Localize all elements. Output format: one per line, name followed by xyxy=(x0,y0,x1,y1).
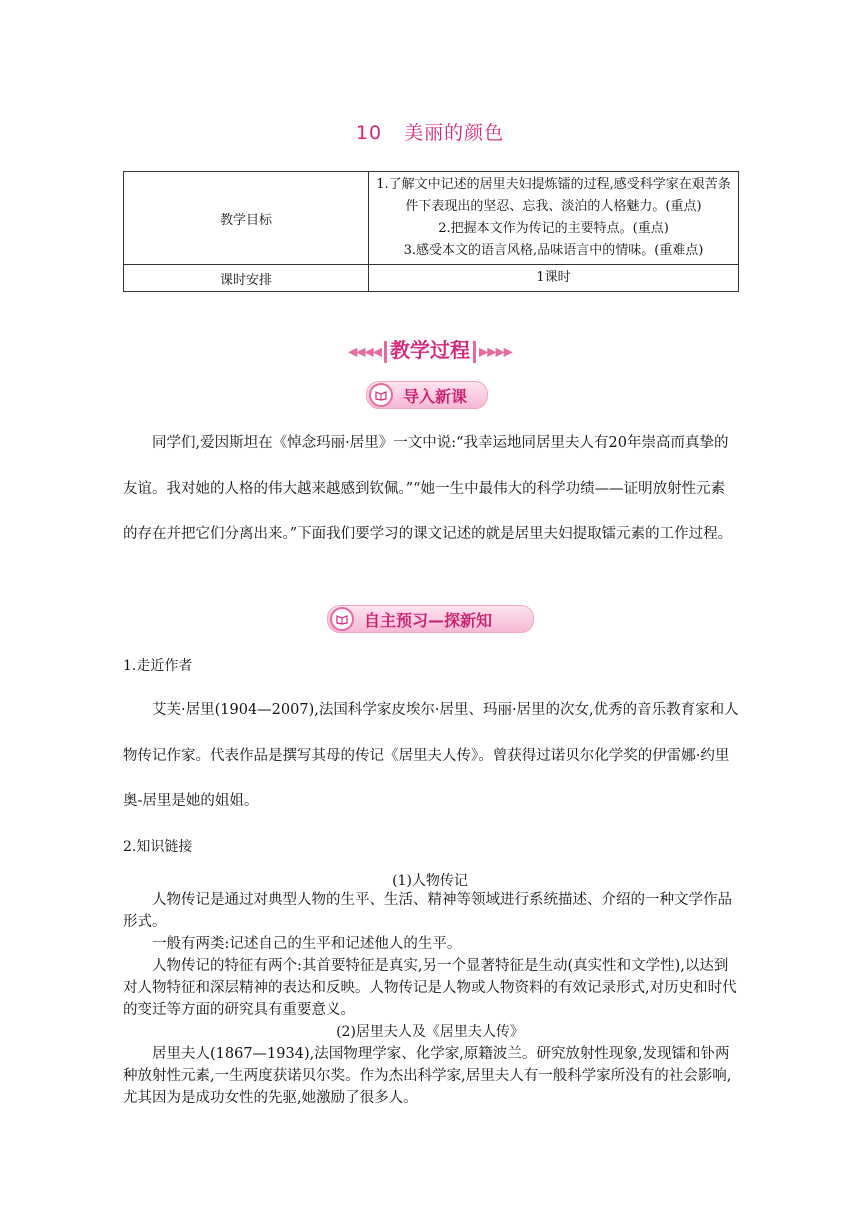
table-row xyxy=(124,265,739,292)
banner-text: 教学过程 xyxy=(390,338,470,362)
author-paragraph: 艾芙·居里(1904—2007),法国科学家皮埃尔·居里、玛丽·居里的次女,优秀的音乐教育家和人物传记作家。代表作品是撰写其母的传记《居里夫人传》。曾获得过诺贝尔化学奖的伊雷娜·约里奥-居里是她的姐姐。 xyxy=(123,702,739,809)
knowledge-heading: 2.知识链接 xyxy=(123,839,193,855)
intro-paragraph: 同学们,爱因斯坦在《悼念玛丽·居里》一文中说:“我幸运地同居里夫人有20年崇高而真挚的友谊。我对她的人格的伟大越来越感到钦佩。”“她一生中最伟大的科学功绩——证明放射性元素的存在并把它们分离出来。”下面我们要学习的课文记述的就是居里夫妇提取镭元素的工作过程。 xyxy=(123,435,733,542)
biography-types: 一般有两类:记述自己的生平和记述他人的生平。 xyxy=(152,936,462,952)
biography-features: 人物传记的特征有两个:其首要特征是真实,另一个显著特征是生动(真实性和文学性),以达到对人物特征和深层精神的表达和反映。人物传记是人物或人物资料的有效记录形式,对历史和时代的变迁等方面的研究具有重要意义。 xyxy=(123,958,737,1018)
goal-item: 1.了解文中记述的居里夫妇提炼镭的过程,感受科学家在艰苦条件下表现出的坚忍、忘我、淡泊的人格魅力。(重点) xyxy=(376,177,731,214)
right-arrows-icon: ▶▶▶▶ xyxy=(479,344,512,359)
lesson-title xyxy=(0,118,860,145)
schedule-label: 课时安排 xyxy=(124,265,369,292)
preview-label-text: 自主预习—探新知 xyxy=(364,610,493,630)
schedule-value: 1课时 xyxy=(369,265,739,292)
goals-content xyxy=(369,172,739,265)
lesson-name: 美丽的颜色 xyxy=(404,122,505,144)
preview-section-label xyxy=(327,605,534,633)
goal-item: 2.把握本文作为传记的主要特点。(重点) xyxy=(438,221,669,236)
table-row xyxy=(124,172,739,265)
biography-definition: 人物传记是通过对典型人物的生平、生活、精神等领域进行系统描述、介绍的一种文学作品形式。 xyxy=(123,892,732,930)
divider xyxy=(473,341,476,363)
author-heading: 1.走近作者 xyxy=(123,658,193,674)
book-icon xyxy=(369,383,393,407)
curie-paragraph: 居里夫人(1867—1934),法国物理学家、化学家,原籍波兰。研究放射性现象,发现镭和钋两种放射性元素,一生两度获诺贝尔奖。作为杰出科学家,居里夫人有一般科学家所没有的社会影响,尤其因为是成功女性的先驱,她激励了很多人。 xyxy=(123,1046,732,1106)
goals-label: 教学目标 xyxy=(124,172,369,265)
book-icon xyxy=(330,607,354,631)
sub1-title: (1)人物传记 xyxy=(392,873,468,889)
intro-section-label xyxy=(366,381,488,409)
sub2-title: (2)居里夫人及《居里夫人传》 xyxy=(336,1024,524,1040)
goal-item: 3.感受本文的语言风格,品味语言中的情味。(重难点) xyxy=(403,243,704,258)
goals-table xyxy=(123,171,739,292)
process-banner xyxy=(0,334,860,363)
divider xyxy=(384,341,387,363)
left-arrows-icon: ◀◀◀◀ xyxy=(348,344,381,359)
lesson-number: 10 xyxy=(355,122,383,144)
intro-label-text: 导入新课 xyxy=(403,386,468,406)
